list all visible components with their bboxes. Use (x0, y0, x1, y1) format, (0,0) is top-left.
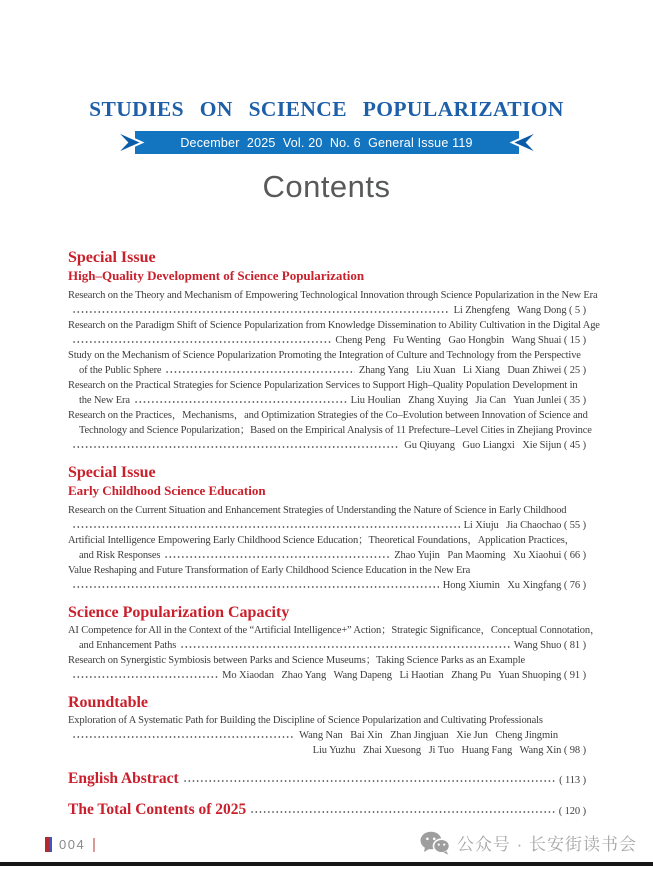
wechat-account-label: 公众号 · 长安街读书会 (456, 835, 637, 854)
toc-row (68, 408, 586, 423)
article-title-text: Research on the Practices，Mechanisms，and Optimization Strategies of the Co–Evolution between Innovation of Science and (68, 410, 588, 421)
page-number-marker-icon (45, 837, 52, 852)
toc-row (68, 578, 586, 593)
toc-row (68, 503, 586, 518)
authors-page: Wang Shuo ( 81 ) (513, 640, 586, 651)
end-section-label: The Total Contents of 2025 (68, 801, 247, 818)
toc-row (68, 623, 601, 638)
article-title-text: Value Reshaping and Future Transformation of Early Childhood Science Education in the New Era (68, 565, 471, 576)
toc-row (68, 438, 586, 453)
issue-ribbon (115, 129, 539, 156)
article-title-text: Exploration of A Systematic Path for Building the Discipline of Science Popularization and Cultivating Professionals (68, 715, 543, 726)
authors-page: Li Zhengfeng Wang Dong ( 5 ) (453, 305, 586, 316)
toc-row (68, 423, 592, 438)
toc-row (68, 728, 586, 743)
toc-row (68, 378, 586, 393)
authors-page: Cheng Peng Fu Wenting Gao Hongbin Wang Shuai ( 15 ) (335, 335, 586, 346)
authors-page: Wang Nan Bai Xin Zhan Jingjuan Xie Jun Cheng Jingmin (299, 730, 558, 741)
end-page-number: ( 120 ) (558, 806, 586, 817)
section-heading: Science Popularization Capacity (68, 604, 290, 621)
article-title-text: and Risk Responses (79, 550, 161, 561)
toc-end-row (68, 769, 586, 789)
toc-row (68, 713, 586, 728)
article-title-text: Artificial Intelligence Empowering Early Childhood Science Education；Theoretical Foundations，Application Practices， (68, 535, 576, 546)
section-heading: Special Issue (68, 464, 156, 481)
wechat-watermark (420, 830, 637, 855)
toc-row (68, 333, 586, 348)
authors-page: Mo Xiaodan Zhao Yang Wang Dapeng Li Haotian Zhang Pu Yuan Shuoping ( 91 ) (222, 670, 586, 681)
toc-row (68, 563, 586, 578)
toc-section (68, 248, 600, 453)
toc-section (68, 693, 586, 758)
footer-page-number-block (45, 837, 95, 852)
article-title-text: Research on the Paradigm Shift of Science Popularization from Knowledge Dissemination to Ability Cultivation in the Digital Age (68, 320, 600, 331)
toc-section (68, 603, 601, 683)
toc-row (68, 288, 598, 303)
toc-row (68, 348, 586, 363)
dotted-leader (72, 518, 460, 533)
article-title-text: Research on the Theory and Mechanism of Empowering Technological Innovation through Science Popularization in the New Era (68, 290, 598, 301)
toc-end-row (68, 800, 586, 820)
dotted-leader (72, 303, 450, 318)
toc-row (68, 743, 586, 758)
toc-section (68, 463, 586, 593)
dotted-leader (72, 728, 295, 743)
issue-banner-text: December 2025 Vol. 20 No. 6 General Issue 119 (180, 135, 473, 150)
article-title-text: the New Era (79, 395, 130, 406)
dotted-leader (72, 438, 400, 453)
table-of-contents (68, 248, 601, 820)
article-title-text: Research on Synergistic Symbiosis between Parks and Science Museums；Taking Science Parks as an Example (68, 655, 526, 666)
authors-page: Hong Xiumin Xu Xingfang ( 76 ) (442, 580, 586, 591)
dotted-leader (180, 638, 510, 653)
toc-row (68, 668, 586, 683)
toc-row (68, 518, 586, 533)
section-subheading: Early Childhood Science Education (68, 483, 266, 498)
toc-row (68, 548, 586, 563)
toc-row (68, 303, 586, 318)
article-title-text: AI Competence for All in the Context of the “Artificial Intelligence+” Action；Strategic Significance，Conceptual Connotation， (68, 625, 601, 636)
dotted-leader (164, 548, 390, 563)
bottom-rule (0, 862, 653, 866)
article-title-text: Technology and Science Popularization；Based on the Empirical Analysis of 11 Prefecture–Level Cities in Zhejiang Province (79, 425, 592, 436)
dotted-leader (250, 800, 554, 820)
toc-row (68, 653, 586, 668)
section-heading: Roundtable (68, 694, 149, 711)
article-title-text: and Enhancement Paths (79, 640, 177, 651)
toc-row (68, 363, 586, 378)
section-heading: Special Issue (68, 249, 156, 266)
article-title-text: Research on the Practical Strategies for Science Popularization Services to Support High–Quality Population Development in (68, 380, 578, 391)
page-number-divider (93, 838, 95, 852)
dotted-leader (72, 578, 439, 593)
article-title-text: Research on the Current Situation and Enhancement Strategies of Understanding the Nature of Science in Early Childhood (68, 505, 567, 516)
dotted-leader (134, 393, 347, 408)
contents-title: Contents (262, 169, 391, 204)
authors-page: Gu Qiuyang Guo Liangxi Xie Sijun ( 45 ) (404, 440, 586, 451)
article-title-text: of the Public Sphere (79, 365, 162, 376)
dotted-leader (183, 769, 555, 789)
dotted-leader (165, 363, 354, 378)
section-subheading: High–Quality Development of Science Popularization (68, 268, 365, 283)
authors-page: Zhao Yujin Pan Maoming Xu Xiaohui ( 66 ) (394, 550, 586, 561)
article-title-text: Study on the Mechanism of Science Popularization Promoting the Integration of Culture and Technology from the Perspective (68, 350, 581, 361)
authors-page: Liu Yuzhu Zhai Xuesong Ji Tuo Huang Fang Wang Xin ( 98 ) (312, 745, 586, 756)
dotted-leader (72, 333, 331, 348)
toc-row (68, 638, 586, 653)
end-page-number: ( 113 ) (559, 775, 586, 786)
authors-page: Li Xiuju Jia Chaochao ( 55 ) (463, 520, 586, 531)
toc-row (68, 533, 586, 548)
wechat-icon (420, 831, 450, 855)
authors-page: Zhang Yang Liu Xuan Li Xiang Duan Zhiwei ( 25 ) (358, 365, 586, 376)
toc-row (68, 393, 586, 408)
dotted-leader (72, 668, 218, 683)
end-section-label: English Abstract (68, 770, 179, 787)
toc-row (68, 318, 600, 333)
journal-title: STUDIES ON SCIENCE POPULARIZATION (89, 97, 564, 121)
page-number: 004 (59, 837, 86, 852)
authors-page: Liu Houlian Zhang Xuying Jia Can Yuan Junlei ( 35 ) (350, 395, 586, 406)
